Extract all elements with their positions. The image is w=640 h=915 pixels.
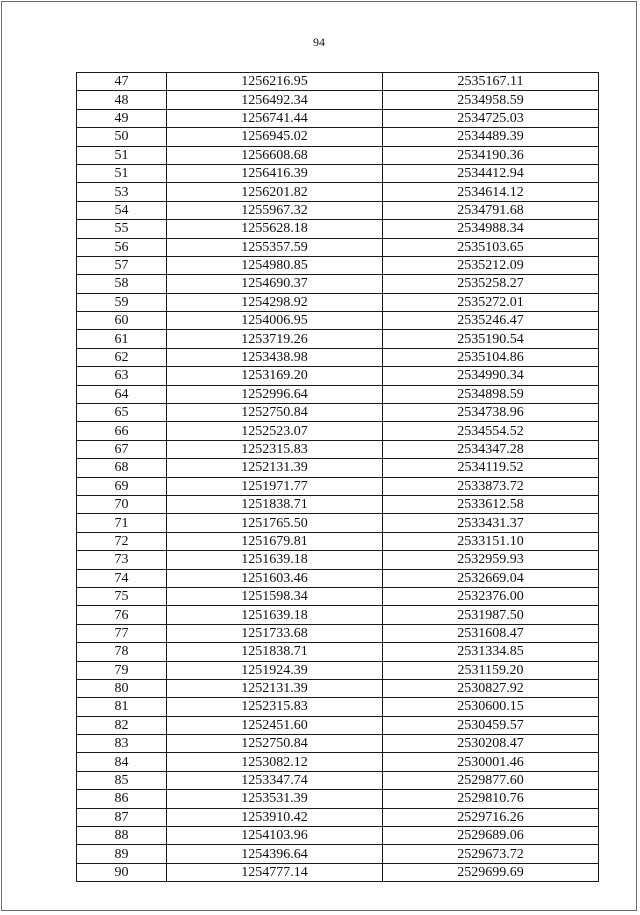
x-coordinate-cell: 1253531.39 bbox=[167, 790, 383, 808]
table-row bbox=[77, 201, 599, 219]
table-row bbox=[77, 422, 599, 440]
table-row bbox=[77, 220, 599, 238]
y-coordinate-cell: 2532376.00 bbox=[383, 587, 599, 605]
y-coordinate-cell: 2533431.37 bbox=[383, 514, 599, 532]
y-coordinate-cell: 2534738.96 bbox=[383, 404, 599, 422]
point-number-cell: 72 bbox=[77, 532, 167, 550]
table-row bbox=[77, 312, 599, 330]
x-coordinate-cell: 1251733.68 bbox=[167, 624, 383, 642]
y-coordinate-cell: 2535167.11 bbox=[383, 73, 599, 91]
point-number-cell: 60 bbox=[77, 312, 167, 330]
y-coordinate-cell: 2532959.93 bbox=[383, 551, 599, 569]
point-number-cell: 57 bbox=[77, 256, 167, 274]
y-coordinate-cell: 2531987.50 bbox=[383, 606, 599, 624]
page-number: 94 bbox=[313, 35, 325, 49]
table-row bbox=[77, 404, 599, 422]
table-row bbox=[77, 238, 599, 256]
x-coordinate-cell: 1252996.64 bbox=[167, 385, 383, 403]
table-row bbox=[77, 330, 599, 348]
y-coordinate-cell: 2535258.27 bbox=[383, 275, 599, 293]
x-coordinate-cell: 1253169.20 bbox=[167, 367, 383, 385]
point-number-cell: 55 bbox=[77, 220, 167, 238]
point-number-cell: 90 bbox=[77, 863, 167, 881]
point-number-cell: 71 bbox=[77, 514, 167, 532]
point-number-cell: 47 bbox=[77, 73, 167, 91]
x-coordinate-cell: 1252750.84 bbox=[167, 404, 383, 422]
x-coordinate-cell: 1251765.50 bbox=[167, 514, 383, 532]
y-coordinate-cell: 2535272.01 bbox=[383, 293, 599, 311]
y-coordinate-cell: 2533873.72 bbox=[383, 477, 599, 495]
point-number-cell: 83 bbox=[77, 735, 167, 753]
x-coordinate-cell: 1251603.46 bbox=[167, 569, 383, 587]
table-row bbox=[77, 164, 599, 182]
table-row bbox=[77, 845, 599, 863]
table-row bbox=[77, 716, 599, 734]
y-coordinate-cell: 2534119.52 bbox=[383, 459, 599, 477]
y-coordinate-cell: 2529673.72 bbox=[383, 845, 599, 863]
y-coordinate-cell: 2529810.76 bbox=[383, 790, 599, 808]
point-number-cell: 75 bbox=[77, 587, 167, 605]
table-row bbox=[77, 661, 599, 679]
point-number-cell: 79 bbox=[77, 661, 167, 679]
table-row bbox=[77, 73, 599, 91]
x-coordinate-cell: 1254396.64 bbox=[167, 845, 383, 863]
point-number-cell: 80 bbox=[77, 679, 167, 697]
y-coordinate-cell: 2529699.69 bbox=[383, 863, 599, 881]
x-coordinate-cell: 1254980.85 bbox=[167, 256, 383, 274]
point-number-cell: 74 bbox=[77, 569, 167, 587]
table-row bbox=[77, 643, 599, 661]
table-row bbox=[77, 698, 599, 716]
x-coordinate-cell: 1256416.39 bbox=[167, 164, 383, 182]
x-coordinate-cell: 1252451.60 bbox=[167, 716, 383, 734]
table-row bbox=[77, 514, 599, 532]
y-coordinate-cell: 2532669.04 bbox=[383, 569, 599, 587]
x-coordinate-cell: 1251924.39 bbox=[167, 661, 383, 679]
point-number-cell: 84 bbox=[77, 753, 167, 771]
point-number-cell: 59 bbox=[77, 293, 167, 311]
point-number-cell: 88 bbox=[77, 827, 167, 845]
y-coordinate-cell: 2530001.46 bbox=[383, 753, 599, 771]
x-coordinate-cell: 1253438.98 bbox=[167, 348, 383, 366]
table-row bbox=[77, 91, 599, 109]
point-number-cell: 49 bbox=[77, 109, 167, 127]
x-coordinate-cell: 1253082.12 bbox=[167, 753, 383, 771]
x-coordinate-cell: 1251679.81 bbox=[167, 532, 383, 550]
y-coordinate-cell: 2534898.59 bbox=[383, 385, 599, 403]
table-row bbox=[77, 753, 599, 771]
table-row bbox=[77, 771, 599, 789]
x-coordinate-cell: 1253910.42 bbox=[167, 808, 383, 826]
table-row bbox=[77, 293, 599, 311]
table-row bbox=[77, 735, 599, 753]
y-coordinate-cell: 2529689.06 bbox=[383, 827, 599, 845]
y-coordinate-cell: 2530459.57 bbox=[383, 716, 599, 734]
table-row bbox=[77, 459, 599, 477]
y-coordinate-cell: 2534725.03 bbox=[383, 109, 599, 127]
x-coordinate-cell: 1255357.59 bbox=[167, 238, 383, 256]
table-row bbox=[77, 128, 599, 146]
point-number-cell: 85 bbox=[77, 771, 167, 789]
table-row bbox=[77, 477, 599, 495]
point-number-cell: 51 bbox=[77, 164, 167, 182]
point-number-cell: 68 bbox=[77, 459, 167, 477]
table-row bbox=[77, 808, 599, 826]
y-coordinate-cell: 2531608.47 bbox=[383, 624, 599, 642]
y-coordinate-cell: 2531159.20 bbox=[383, 661, 599, 679]
coordinates-table-body bbox=[77, 73, 599, 882]
y-coordinate-cell: 2534614.12 bbox=[383, 183, 599, 201]
table-row bbox=[77, 146, 599, 164]
point-number-cell: 70 bbox=[77, 495, 167, 513]
x-coordinate-cell: 1252750.84 bbox=[167, 735, 383, 753]
table-row bbox=[77, 569, 599, 587]
table-row bbox=[77, 275, 599, 293]
y-coordinate-cell: 2530827.92 bbox=[383, 679, 599, 697]
table-row bbox=[77, 624, 599, 642]
point-number-cell: 63 bbox=[77, 367, 167, 385]
x-coordinate-cell: 1254006.95 bbox=[167, 312, 383, 330]
x-coordinate-cell: 1256201.82 bbox=[167, 183, 383, 201]
table-row bbox=[77, 679, 599, 697]
table-row bbox=[77, 348, 599, 366]
x-coordinate-cell: 1255967.32 bbox=[167, 201, 383, 219]
point-number-cell: 54 bbox=[77, 201, 167, 219]
y-coordinate-cell: 2534347.28 bbox=[383, 440, 599, 458]
x-coordinate-cell: 1251598.34 bbox=[167, 587, 383, 605]
x-coordinate-cell: 1256608.68 bbox=[167, 146, 383, 164]
x-coordinate-cell: 1254777.14 bbox=[167, 863, 383, 881]
table-row bbox=[77, 256, 599, 274]
point-number-cell: 53 bbox=[77, 183, 167, 201]
table-row bbox=[77, 790, 599, 808]
x-coordinate-cell: 1256492.34 bbox=[167, 91, 383, 109]
table-row bbox=[77, 495, 599, 513]
x-coordinate-cell: 1252131.39 bbox=[167, 679, 383, 697]
point-number-cell: 50 bbox=[77, 128, 167, 146]
point-number-cell: 78 bbox=[77, 643, 167, 661]
y-coordinate-cell: 2533151.10 bbox=[383, 532, 599, 550]
table-row bbox=[77, 183, 599, 201]
y-coordinate-cell: 2534554.52 bbox=[383, 422, 599, 440]
x-coordinate-cell: 1253719.26 bbox=[167, 330, 383, 348]
point-number-cell: 58 bbox=[77, 275, 167, 293]
x-coordinate-cell: 1251838.71 bbox=[167, 495, 383, 513]
x-coordinate-cell: 1251639.18 bbox=[167, 551, 383, 569]
y-coordinate-cell: 2535104.86 bbox=[383, 348, 599, 366]
table-row bbox=[77, 551, 599, 569]
x-coordinate-cell: 1253347.74 bbox=[167, 771, 383, 789]
x-coordinate-cell: 1252523.07 bbox=[167, 422, 383, 440]
y-coordinate-cell: 2534412.94 bbox=[383, 164, 599, 182]
y-coordinate-cell: 2534958.59 bbox=[383, 91, 599, 109]
y-coordinate-cell: 2530208.47 bbox=[383, 735, 599, 753]
point-number-cell: 67 bbox=[77, 440, 167, 458]
point-number-cell: 65 bbox=[77, 404, 167, 422]
x-coordinate-cell: 1256741.44 bbox=[167, 109, 383, 127]
point-number-cell: 61 bbox=[77, 330, 167, 348]
y-coordinate-cell: 2530600.15 bbox=[383, 698, 599, 716]
x-coordinate-cell: 1251838.71 bbox=[167, 643, 383, 661]
point-number-cell: 89 bbox=[77, 845, 167, 863]
y-coordinate-cell: 2529877.60 bbox=[383, 771, 599, 789]
y-coordinate-cell: 2533612.58 bbox=[383, 495, 599, 513]
point-number-cell: 81 bbox=[77, 698, 167, 716]
y-coordinate-cell: 2534489.39 bbox=[383, 128, 599, 146]
x-coordinate-cell: 1255628.18 bbox=[167, 220, 383, 238]
table-row bbox=[77, 109, 599, 127]
y-coordinate-cell: 2529716.26 bbox=[383, 808, 599, 826]
point-number-cell: 69 bbox=[77, 477, 167, 495]
point-number-cell: 66 bbox=[77, 422, 167, 440]
table-row bbox=[77, 587, 599, 605]
point-number-cell: 77 bbox=[77, 624, 167, 642]
x-coordinate-cell: 1251639.18 bbox=[167, 606, 383, 624]
point-number-cell: 87 bbox=[77, 808, 167, 826]
y-coordinate-cell: 2535246.47 bbox=[383, 312, 599, 330]
table-row bbox=[77, 385, 599, 403]
table-row bbox=[77, 532, 599, 550]
x-coordinate-cell: 1254298.92 bbox=[167, 293, 383, 311]
x-coordinate-cell: 1252315.83 bbox=[167, 698, 383, 716]
x-coordinate-cell: 1252131.39 bbox=[167, 459, 383, 477]
point-number-cell: 64 bbox=[77, 385, 167, 403]
x-coordinate-cell: 1251971.77 bbox=[167, 477, 383, 495]
point-number-cell: 82 bbox=[77, 716, 167, 734]
x-coordinate-cell: 1254103.96 bbox=[167, 827, 383, 845]
y-coordinate-cell: 2535212.09 bbox=[383, 256, 599, 274]
point-number-cell: 62 bbox=[77, 348, 167, 366]
point-number-cell: 51 bbox=[77, 146, 167, 164]
y-coordinate-cell: 2534988.34 bbox=[383, 220, 599, 238]
y-coordinate-cell: 2535190.54 bbox=[383, 330, 599, 348]
point-number-cell: 76 bbox=[77, 606, 167, 624]
y-coordinate-cell: 2535103.65 bbox=[383, 238, 599, 256]
table-row bbox=[77, 827, 599, 845]
x-coordinate-cell: 1256945.02 bbox=[167, 128, 383, 146]
y-coordinate-cell: 2531334.85 bbox=[383, 643, 599, 661]
point-number-cell: 86 bbox=[77, 790, 167, 808]
point-number-cell: 56 bbox=[77, 238, 167, 256]
y-coordinate-cell: 2534791.68 bbox=[383, 201, 599, 219]
coordinates-table bbox=[76, 72, 599, 882]
table-row bbox=[77, 440, 599, 458]
y-coordinate-cell: 2534190.36 bbox=[383, 146, 599, 164]
table-row bbox=[77, 863, 599, 881]
x-coordinate-cell: 1254690.37 bbox=[167, 275, 383, 293]
table-row bbox=[77, 606, 599, 624]
point-number-cell: 73 bbox=[77, 551, 167, 569]
x-coordinate-cell: 1252315.83 bbox=[167, 440, 383, 458]
y-coordinate-cell: 2534990.34 bbox=[383, 367, 599, 385]
document-page bbox=[1, 1, 637, 911]
table-row bbox=[77, 367, 599, 385]
x-coordinate-cell: 1256216.95 bbox=[167, 73, 383, 91]
point-number-cell: 48 bbox=[77, 91, 167, 109]
